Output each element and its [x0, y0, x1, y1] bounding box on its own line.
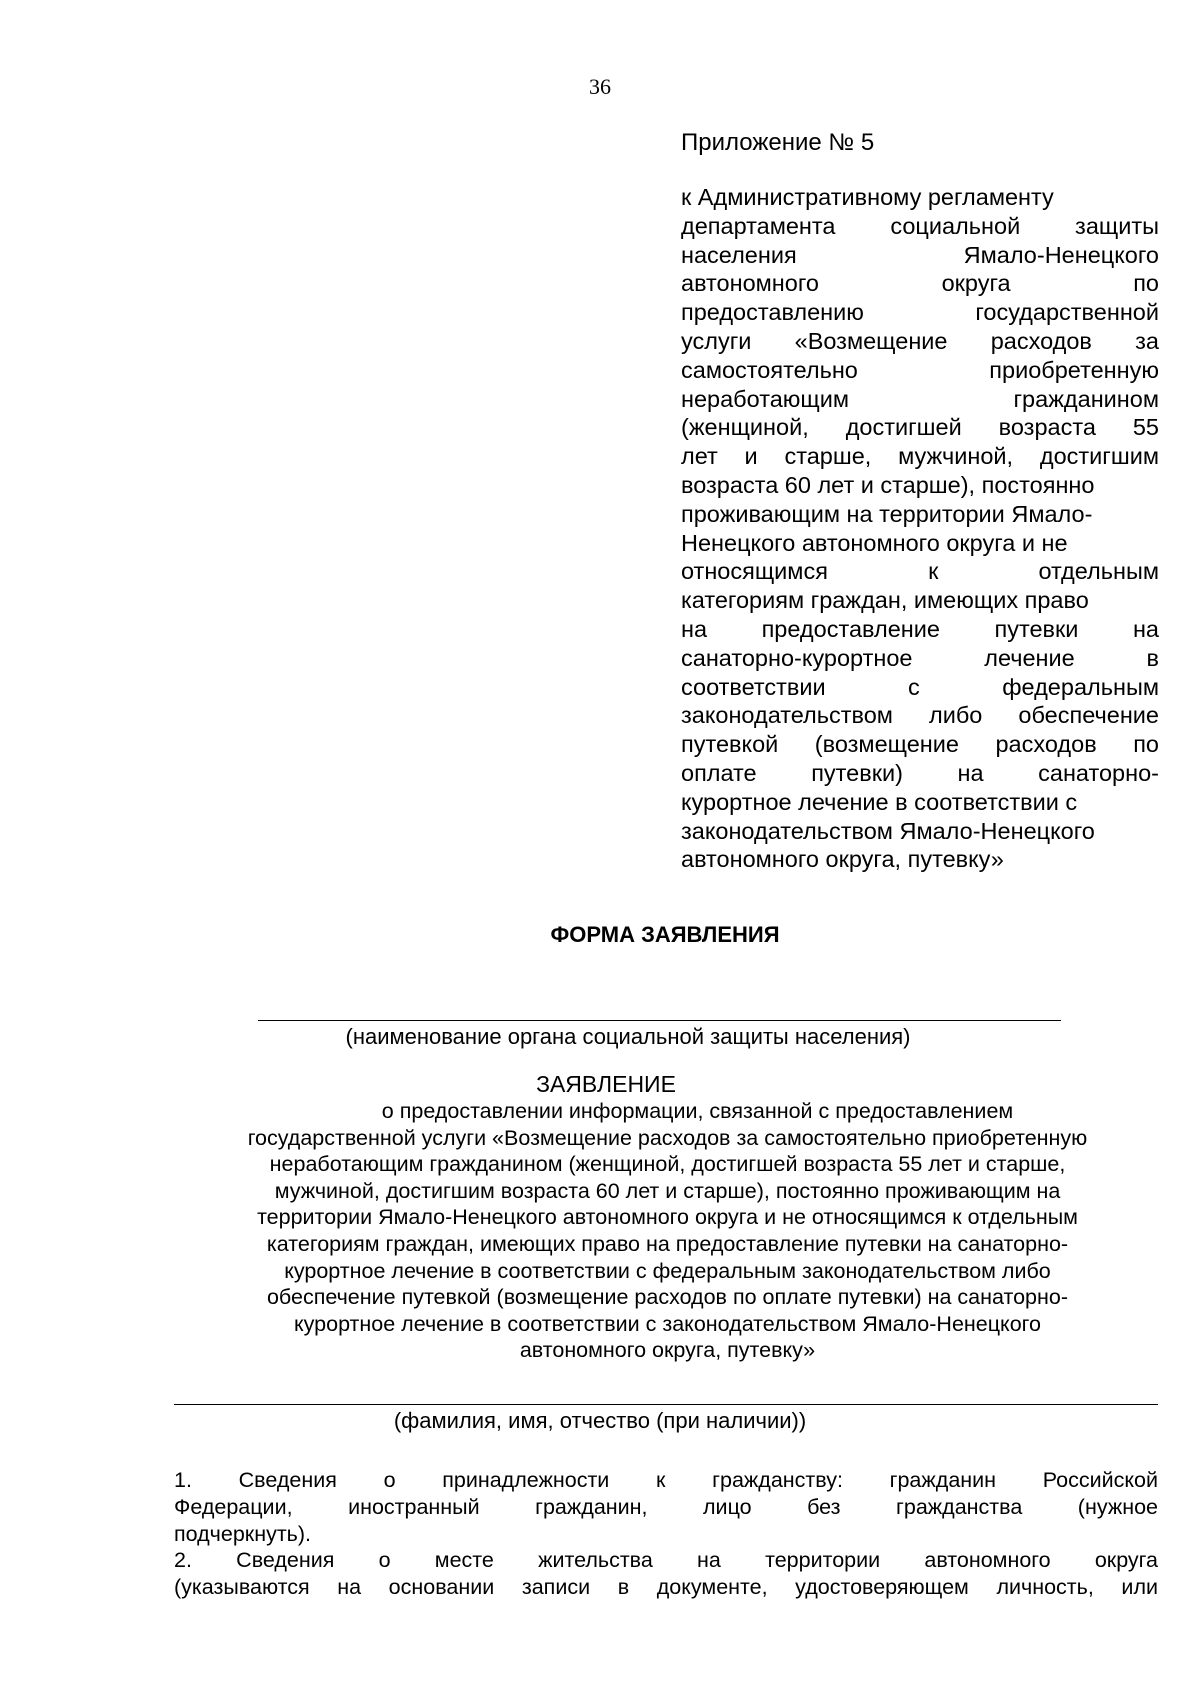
appendix-line: возраста 60 лет и старше), постоянно: [681, 471, 1095, 498]
applicant-name-line: [174, 1404, 1158, 1405]
field-residence-cont: (указываются на основании записи в документе, удостоверяющем личность, или: [174, 1575, 1158, 1600]
appendix-line: проживающим на территории Ямало-: [681, 500, 1093, 527]
appendix-line: самостоятельно приобретенную: [681, 356, 1159, 383]
authority-caption: (наименование органа социальной защиты населения): [345, 1024, 911, 1049]
statement-line: категориям граждан, имеющих право на предоставление путевки на санаторно-: [266, 1231, 1069, 1256]
appendix-line: автономного округа по: [681, 270, 1159, 297]
appendix-line: законодательством Ямало-Ненецкого: [681, 817, 1095, 844]
appendix-line: департамента социальной защиты: [681, 212, 1159, 239]
appendix-line: неработающим гражданином: [681, 385, 1159, 412]
statement-line: курортное лечение в соответствии с федеральным законодательством либо: [284, 1258, 1051, 1283]
applicant-name-caption: (фамилия, имя, отчество (при наличии)): [393, 1408, 807, 1433]
appendix-line: соответствии с федеральным: [681, 673, 1159, 700]
statement-line: автономного округа, путевку»: [519, 1338, 816, 1363]
form-fields: [174, 1467, 1158, 1601]
statement-line: территории Ямало-Ненецкого автономного округа и не относящимся к отдельным: [257, 1205, 1078, 1230]
appendix-line: (женщиной, достигшей возраста 55: [681, 414, 1159, 441]
appendix-line: Ненецкого автономного округа и не: [681, 529, 1068, 556]
authority-name-line: [258, 1020, 1061, 1021]
appendix-line: категориям граждан, имеющих право: [681, 587, 1089, 614]
field-residence: 2. Сведения о месте жительства на территории автономного округа: [174, 1548, 1158, 1573]
page-number: 36: [589, 74, 611, 99]
appendix-line: путевкой (возмещение расходов по: [681, 731, 1159, 758]
statement-line: курортное лечение в соответствии с законодательством Ямало-Ненецкого: [294, 1311, 1041, 1336]
appendix-line: услуги «Возмещение расходов за: [681, 327, 1159, 354]
statement-line: государственной услуги «Возмещение расходов за самостоятельно приобретенную: [247, 1125, 1088, 1150]
appendix-reference: [681, 183, 1159, 874]
appendix-line: санаторно-курортное лечение в: [681, 644, 1159, 671]
appendix-line: курортное лечение в соответствии с: [681, 788, 1078, 815]
field-citizenship-end: подчеркнуть).: [174, 1521, 311, 1546]
appendix-line: относящимся к отдельным: [681, 558, 1159, 585]
appendix-line: законодательством либо обеспечение: [681, 702, 1159, 729]
appendix-line: на предоставление путевки на: [681, 615, 1159, 642]
statement-line: мужчиной, достигшим возраста 60 лет и старше), постоянно проживающим на: [274, 1178, 1061, 1203]
appendix-line: лет и старше, мужчиной, достигшим: [681, 443, 1159, 470]
field-citizenship: 1. Сведения о принадлежности к гражданству: гражданин Российской: [174, 1468, 1158, 1492]
appendix-line: предоставлению государственной: [681, 299, 1159, 326]
appendix-line: оплате путевки) на санаторно-: [681, 759, 1159, 786]
statement-line: неработающим гражданином (женщиной, достигшей возраста 55 лет и старше,: [269, 1152, 1066, 1177]
appendix-line: населения Ямало-Ненецкого: [681, 241, 1159, 268]
statement-line: о предоставлении информации, связанной с предоставлением: [381, 1099, 1014, 1123]
appendix-line: к Административному регламенту: [681, 184, 1054, 210]
form-title: ФОРМА ЗАЯВЛЕНИЯ: [550, 922, 780, 947]
field-citizenship-cont: Федерации, иностранный гражданин, лицо без гражданства (нужное: [174, 1494, 1158, 1519]
appendix-title: Приложение № 5: [681, 129, 875, 156]
appendix-line: автономного округа, путевку»: [681, 846, 1004, 873]
statement-line: обеспечение путевкой (возмещение расходов по оплате путевки) на санаторно-: [266, 1285, 1069, 1310]
statement-title: ЗАЯВЛЕНИЕ: [536, 1071, 676, 1097]
statement-subject: [150, 1098, 1185, 1364]
